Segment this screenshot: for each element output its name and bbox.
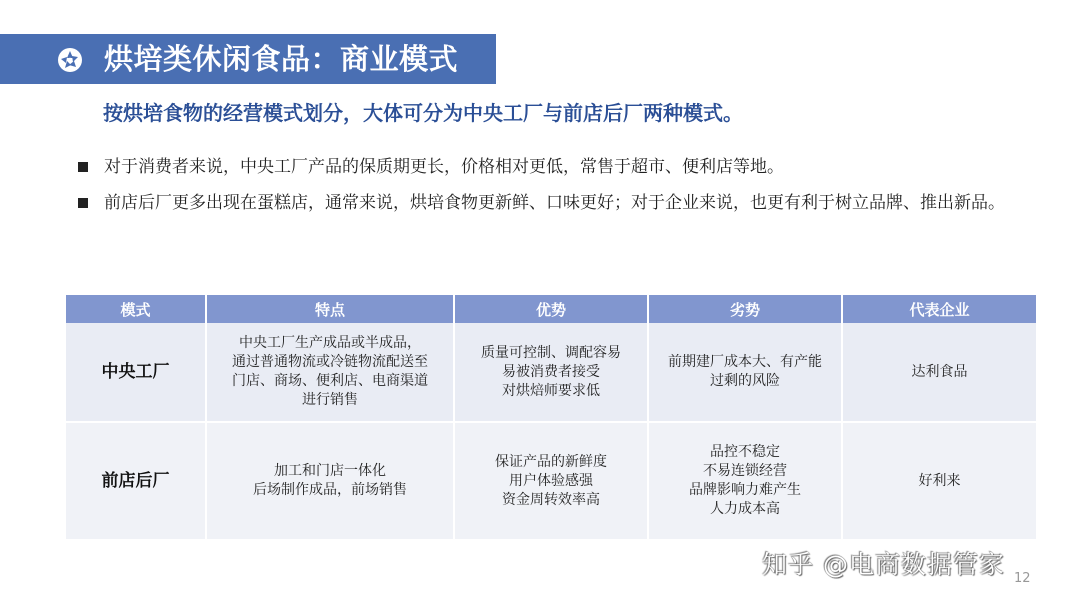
features-cell	[206, 422, 454, 539]
mode-cell: 前店后厂	[66, 422, 206, 539]
advantages-cell	[454, 422, 648, 539]
table-header-row	[66, 295, 1036, 323]
bullet-item	[78, 150, 1048, 184]
features-cell	[206, 323, 454, 422]
header-company: 代表企业	[842, 295, 1036, 323]
cell-line: 门店、商场、便利店、电商渠道	[232, 373, 428, 389]
cell-line: 人力成本高	[710, 501, 780, 517]
table-row	[66, 422, 1036, 539]
title-bar	[0, 34, 496, 84]
header-features: 特点	[206, 295, 454, 323]
cell-line: 加工和门店一体化	[274, 463, 386, 479]
page-title: 烘培类休闲食品：商业模式	[104, 42, 459, 76]
header-disadvantages: 劣势	[648, 295, 842, 323]
cell-line: 不易连锁经营	[703, 463, 787, 479]
table-row	[66, 323, 1036, 422]
company-cell: 达利食品	[842, 323, 1036, 422]
square-bullet-icon	[78, 198, 88, 208]
advantages-cell	[454, 323, 648, 422]
subtitle: 按烘培食物的经营模式划分，大体可分为中央工厂与前店后厂两种模式。	[103, 101, 743, 125]
cell-line: 资金周转效率高	[502, 491, 600, 508]
bullet-text: 前店后厂更多出现在蛋糕店，通常来说，烘培食物更新鲜、口味更好；对于企业来说，也更有利于树立品牌、推出新品。	[104, 193, 1005, 213]
cell-line: 进行销售	[302, 392, 358, 408]
disadvantages-cell	[648, 422, 842, 539]
business-model-table	[66, 295, 1036, 539]
cell-line: 后场制作成品，前场销售	[253, 482, 407, 498]
cell-line: 前期建厂成本大、有产能	[668, 354, 822, 370]
header-advantages: 优势	[454, 295, 648, 323]
bullet-text: 对于消费者来说，中央工厂产品的保质期更长，价格相对更低，常售于超市、便利店等地。	[104, 157, 784, 177]
cell-line: 中央工厂生产成品或半成品，	[239, 335, 421, 351]
aperture-icon	[57, 47, 83, 73]
cell-line: 保证产品的新鲜度	[495, 453, 607, 470]
cell-line: 质量可控制、调配容易	[481, 344, 621, 361]
cell-line: 品牌影响力难产生	[689, 482, 801, 498]
disadvantages-cell	[648, 323, 842, 422]
page-number: 12	[1014, 571, 1031, 586]
cell-line: 通过普通物流或冷链物流配送至	[232, 354, 428, 370]
square-bullet-icon	[78, 162, 88, 172]
watermark: 知乎 @电商数据管家	[762, 550, 1005, 579]
header-mode: 模式	[66, 295, 206, 323]
cell-line: 对烘焙师要求低	[502, 382, 600, 399]
cell-line: 过剩的风险	[710, 373, 780, 389]
company-cell: 好利来	[842, 422, 1036, 539]
cell-line: 用户体验感强	[509, 472, 593, 489]
mode-cell: 中央工厂	[66, 323, 206, 422]
bullet-list	[78, 150, 1048, 222]
cell-line: 易被消费者接受	[502, 363, 600, 380]
cell-line: 品控不稳定	[710, 444, 780, 460]
bullet-item	[78, 186, 1048, 220]
